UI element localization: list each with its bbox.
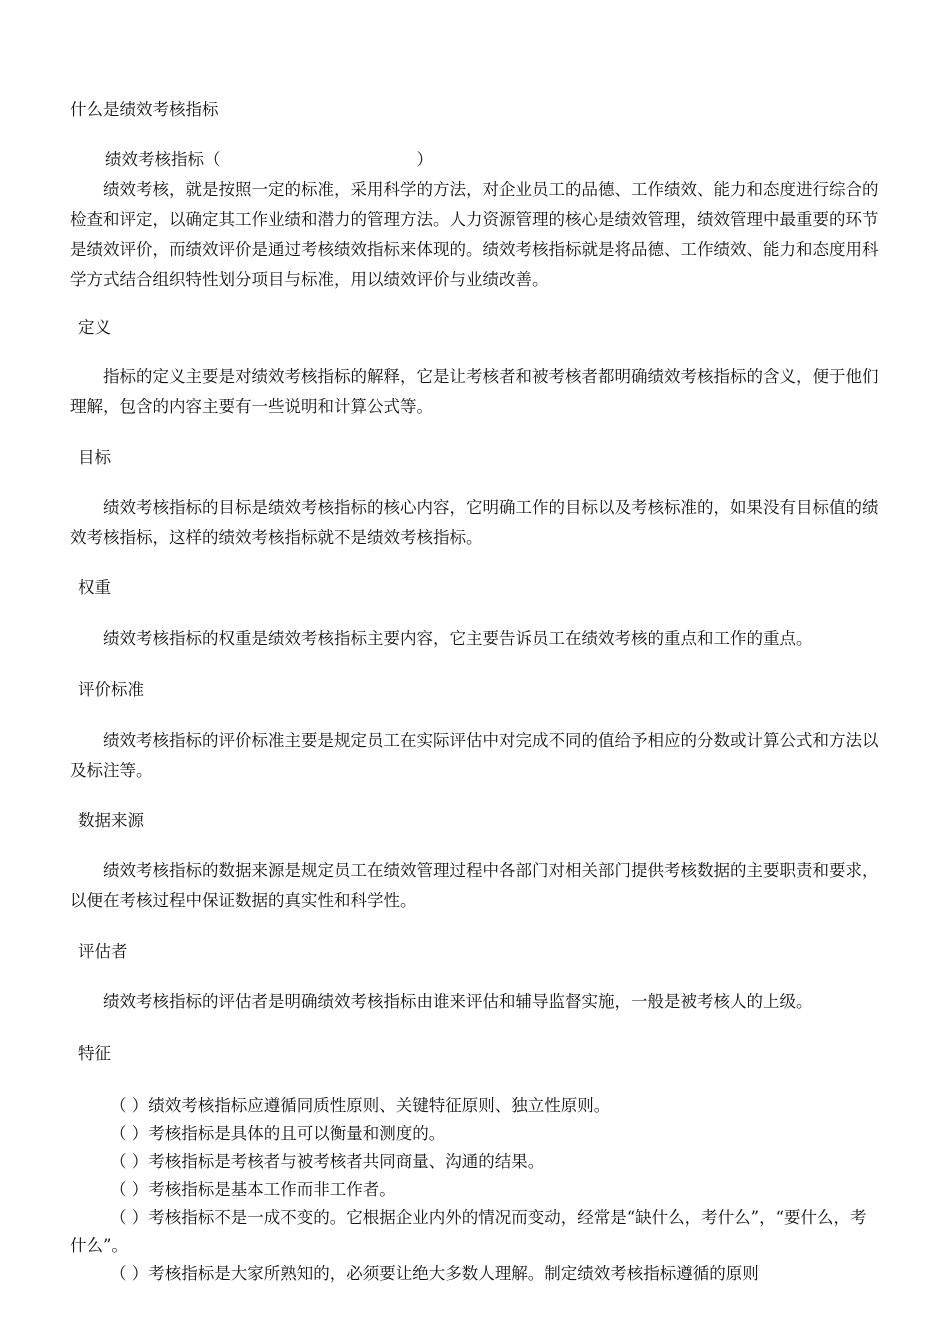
feature-item: （ ）考核指标是基本工作而非工作者。	[110, 1180, 396, 1199]
section-heading-definition: 定义	[78, 318, 111, 337]
section-heading-evaluator: 评估者	[78, 942, 128, 961]
intro-paragraph: 绩效考核，就是按照一定的标准，采用科学的方法，对企业员工的品德、工作绩效、能力和态度进行综合的检查和评定，以确定其工作业绩和潜力的管理方法。人力资源管理的核心是绩效管理，绩效管理中最重要的环节是绩效评价，而绩效评价是通过考核绩效指标来体现的。绩效考核指标就是将品德、工作绩效、能力和态度用科学方式结合组织特性划分项目与标准，用以绩效评价与业绩改善。	[70, 180, 879, 289]
section-body-evaluator: 绩效考核指标的评估者是明确绩效考核指标由谁来评估和辅导监督实施，一般是被考核人的上级。	[103, 992, 813, 1011]
section-heading-data-source: 数据来源	[78, 811, 144, 830]
document-title: 什么是绩效考核指标	[70, 100, 219, 119]
section-heading-goal: 目标	[78, 448, 111, 467]
feature-item: （ ）绩效考核指标应遵循同质性原则、关键特征原则、独立性原则。	[110, 1096, 611, 1115]
section-heading-weight: 权重	[78, 578, 111, 597]
subtitle-label: 绩效考核指标（	[105, 150, 221, 169]
section-body-goal: 绩效考核指标的目标是绩效考核指标的核心内容，它明确工作的目标以及考核标准的，如果没有目标值的绩效考核指标，这样的绩效考核指标就不是绩效考核指标。	[70, 498, 879, 547]
feature-item: （ ）考核指标不是一成不变的。它根据企业内外的情况而变动，经常是“缺什么，考什么”，“要什么，考什么”。	[70, 1208, 867, 1255]
document-subtitle	[105, 150, 433, 170]
section-body-definition: 指标的定义主要是对绩效考核指标的解释，它是让考核者和被考核者都明确绩效考核指标的含义，便于他们理解，包含的内容主要有一些说明和计算公式等。	[70, 367, 879, 416]
feature-item: （ ）考核指标是具体的且可以衡量和测度的。	[110, 1124, 446, 1143]
section-body-criteria: 绩效考核指标的评价标准主要是规定员工在实际评估中对完成不同的值给予相应的分数或计算公式和方法以及标注等。	[70, 731, 879, 780]
feature-item: （ ）考核指标是考核者与被考核者共同商量、沟通的结果。	[110, 1152, 545, 1171]
section-body-data-source: 绩效考核指标的数据来源是规定员工在绩效管理过程中各部门对相关部门提供考核数据的主要职责和要求，以便在考核过程中保证数据的真实性和科学性。	[70, 861, 879, 910]
subtitle-close: ）	[416, 150, 433, 169]
section-body-weight: 绩效考核指标的权重是绩效考核指标主要内容，它主要告诉员工在绩效考核的重点和工作的重点。	[103, 629, 813, 648]
section-heading-criteria: 评价标准	[78, 680, 144, 699]
section-heading-features: 特征	[78, 1044, 111, 1063]
feature-item: （ ）考核指标是大家所熟知的，必须要让绝大多数人理解。制定绩效考核指标遵循的原则	[110, 1264, 759, 1283]
